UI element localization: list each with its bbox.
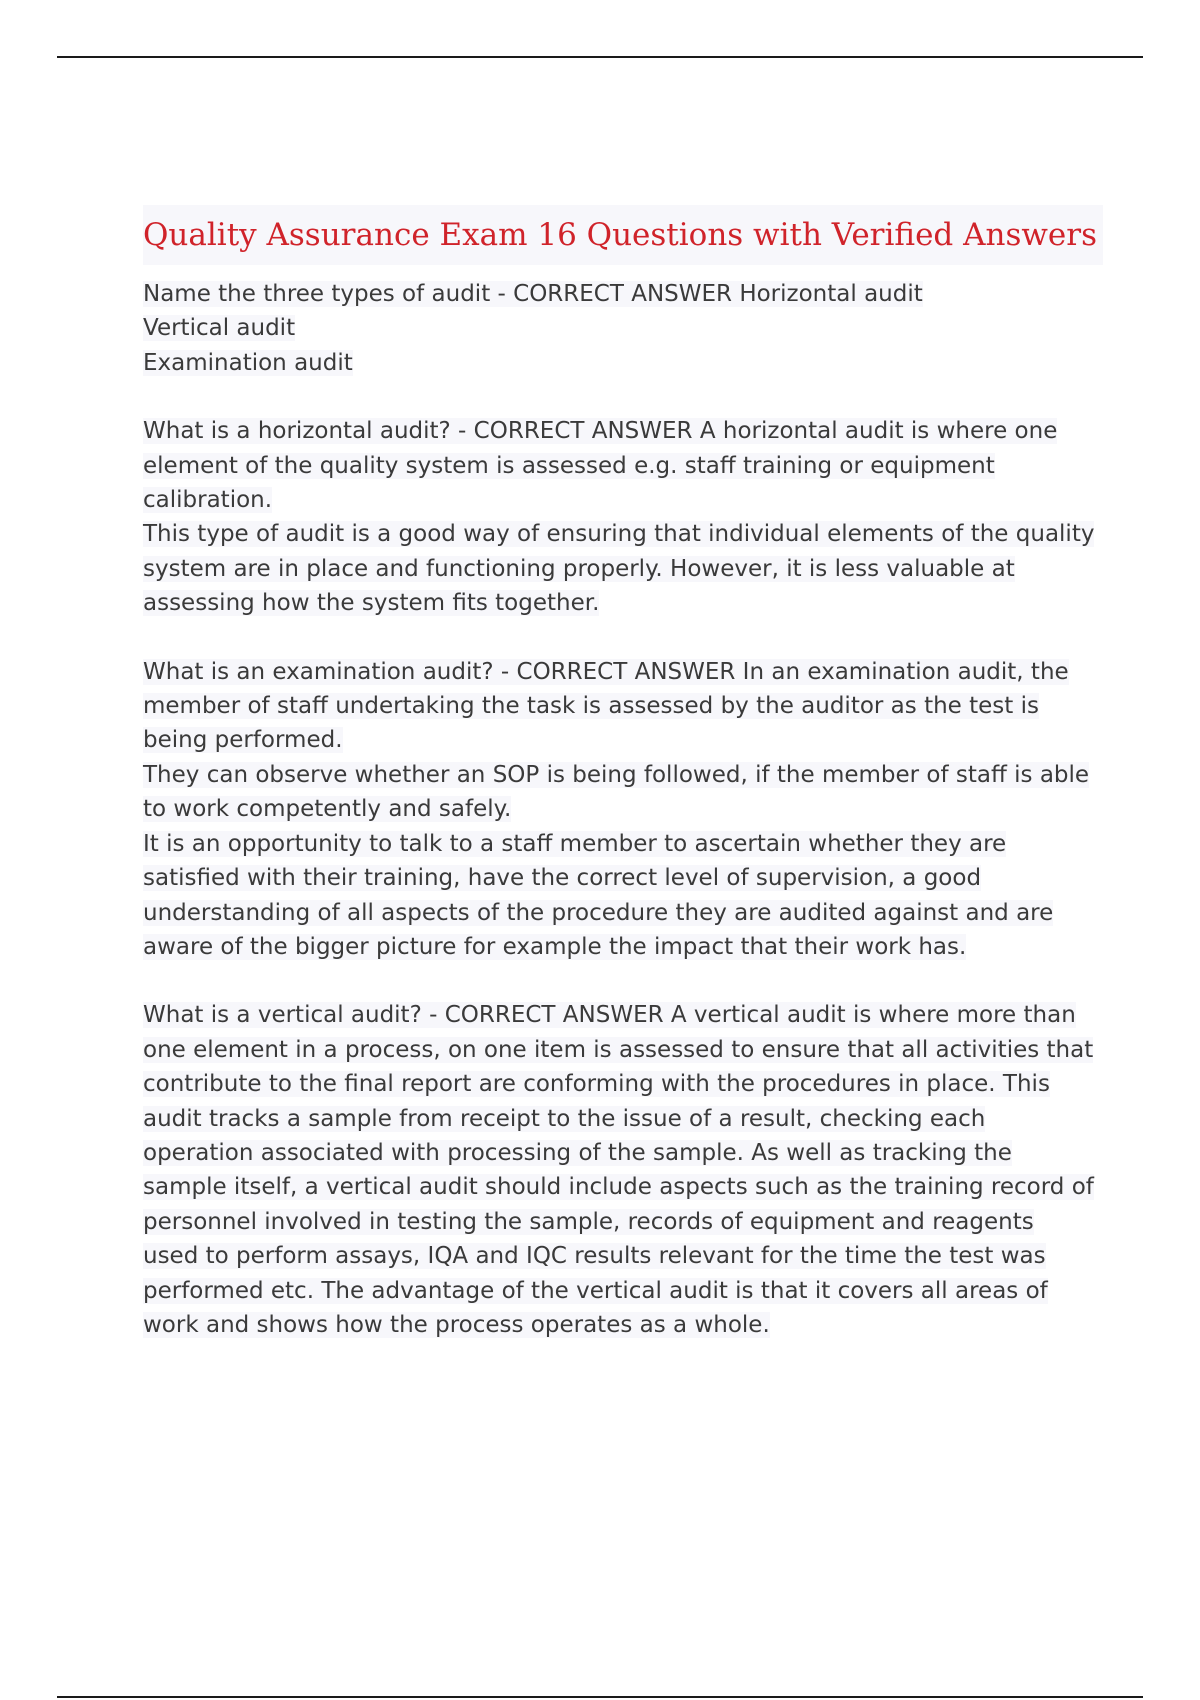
qa-line (143, 723, 1093, 757)
qa-line-text: This type of audit is a good way of ensuring that individual elements of the quality (143, 521, 1095, 548)
qa-line (143, 655, 1093, 689)
qa-line-text: system are in place and functioning properly. However, it is less valuable at (143, 555, 1015, 582)
qa-line (143, 483, 1093, 517)
qa-line (143, 827, 1093, 861)
qa-line-text: to work competently and safely. (143, 796, 512, 823)
document-title: Quality Assurance Exam 16 Questions with Verified Answers (143, 205, 1103, 265)
qa-line-text: It is an opportunity to talk to a staff member to ascertain whether they are (143, 830, 1007, 857)
qa-line (143, 758, 1093, 792)
qa-line-text: contribute to the final report are conforming with the procedures in place. This (143, 1071, 1050, 1098)
qa-line-text: personnel involved in testing the sample, records of equipment and reagents (143, 1208, 1034, 1235)
qa-line-text: audit tracks a sample from receipt to the issue of a result, checking each (143, 1105, 986, 1132)
qa-line (143, 414, 1093, 448)
qa-list (143, 277, 1093, 1342)
qa-block (143, 998, 1093, 1342)
qa-line-text: Name the three types of audit - CORRECT ANSWER Horizontal audit (143, 281, 923, 307)
qa-line-text: They can observe whether an SOP is being followed, if the member of staff is able (143, 761, 1090, 788)
qa-line (143, 346, 1093, 380)
qa-line (143, 998, 1093, 1032)
qa-block (143, 277, 1093, 380)
qa-line-text: What is a vertical audit? - CORRECT ANSWER A vertical audit is where more than (143, 1002, 1076, 1029)
qa-line (143, 1205, 1093, 1239)
qa-line (143, 1033, 1093, 1067)
footer-rule (57, 1696, 1143, 1698)
qa-line-text: one element in a process, on one item is assessed to ensure that all activities that (143, 1036, 1094, 1063)
qa-line (143, 896, 1093, 930)
qa-block (143, 655, 1093, 965)
qa-line (143, 1102, 1093, 1136)
qa-line-text: element of the quality system is assessed e.g. staff training or equipment (143, 452, 995, 479)
qa-line-text: understanding of all aspects of the procedure they are audited against and are (143, 899, 1054, 926)
qa-line-text: What is an examination audit? - CORRECT ANSWER In an examination audit, the (143, 658, 1069, 685)
qa-line-text: calibration. (143, 487, 273, 514)
qa-line-text: member of staff undertaking the task is assessed by the auditor as the test is (143, 693, 1039, 720)
qa-line (143, 930, 1093, 964)
qa-line (143, 792, 1093, 826)
qa-line-text: used to perform assays, IQA and IQC results relevant for the time the test was (143, 1243, 1046, 1270)
qa-line-text: sample itself, a vertical audit should include aspects such as the training record of (143, 1174, 1094, 1201)
qa-line-text: being performed. (143, 727, 343, 754)
qa-line-text: Examination audit (143, 349, 353, 376)
qa-line-text: operation associated with processing of the sample. As well as tracking the (143, 1139, 1012, 1166)
qa-line (143, 1170, 1093, 1204)
qa-line-text: What is a horizontal audit? - CORRECT ANSWER A horizontal audit is where one (143, 418, 1058, 445)
qa-line (143, 449, 1093, 483)
qa-line-text: Vertical audit (143, 315, 296, 342)
qa-block (143, 414, 1093, 620)
qa-line (143, 689, 1093, 723)
document-body (143, 205, 1097, 1376)
qa-line (143, 552, 1093, 586)
qa-line (143, 277, 1093, 311)
qa-line-text: assessing how the system fits together. (143, 590, 600, 617)
qa-line-text: work and shows how the process operates as a whole. (143, 1311, 770, 1338)
qa-line (143, 1274, 1093, 1308)
qa-line (143, 1136, 1093, 1170)
qa-line (143, 311, 1093, 345)
qa-line (143, 1067, 1093, 1101)
qa-line-text: satisfied with their training, have the correct level of supervision, a good (143, 865, 982, 892)
qa-line (143, 861, 1093, 895)
qa-line (143, 1308, 1093, 1342)
qa-line-text: performed etc. The advantage of the vertical audit is that it covers all areas of (143, 1277, 1048, 1304)
qa-line-text: aware of the bigger picture for example the impact that their work has. (143, 933, 967, 960)
qa-line (143, 517, 1093, 551)
qa-line (143, 586, 1093, 620)
qa-line (143, 1239, 1093, 1273)
header-rule (57, 56, 1143, 58)
